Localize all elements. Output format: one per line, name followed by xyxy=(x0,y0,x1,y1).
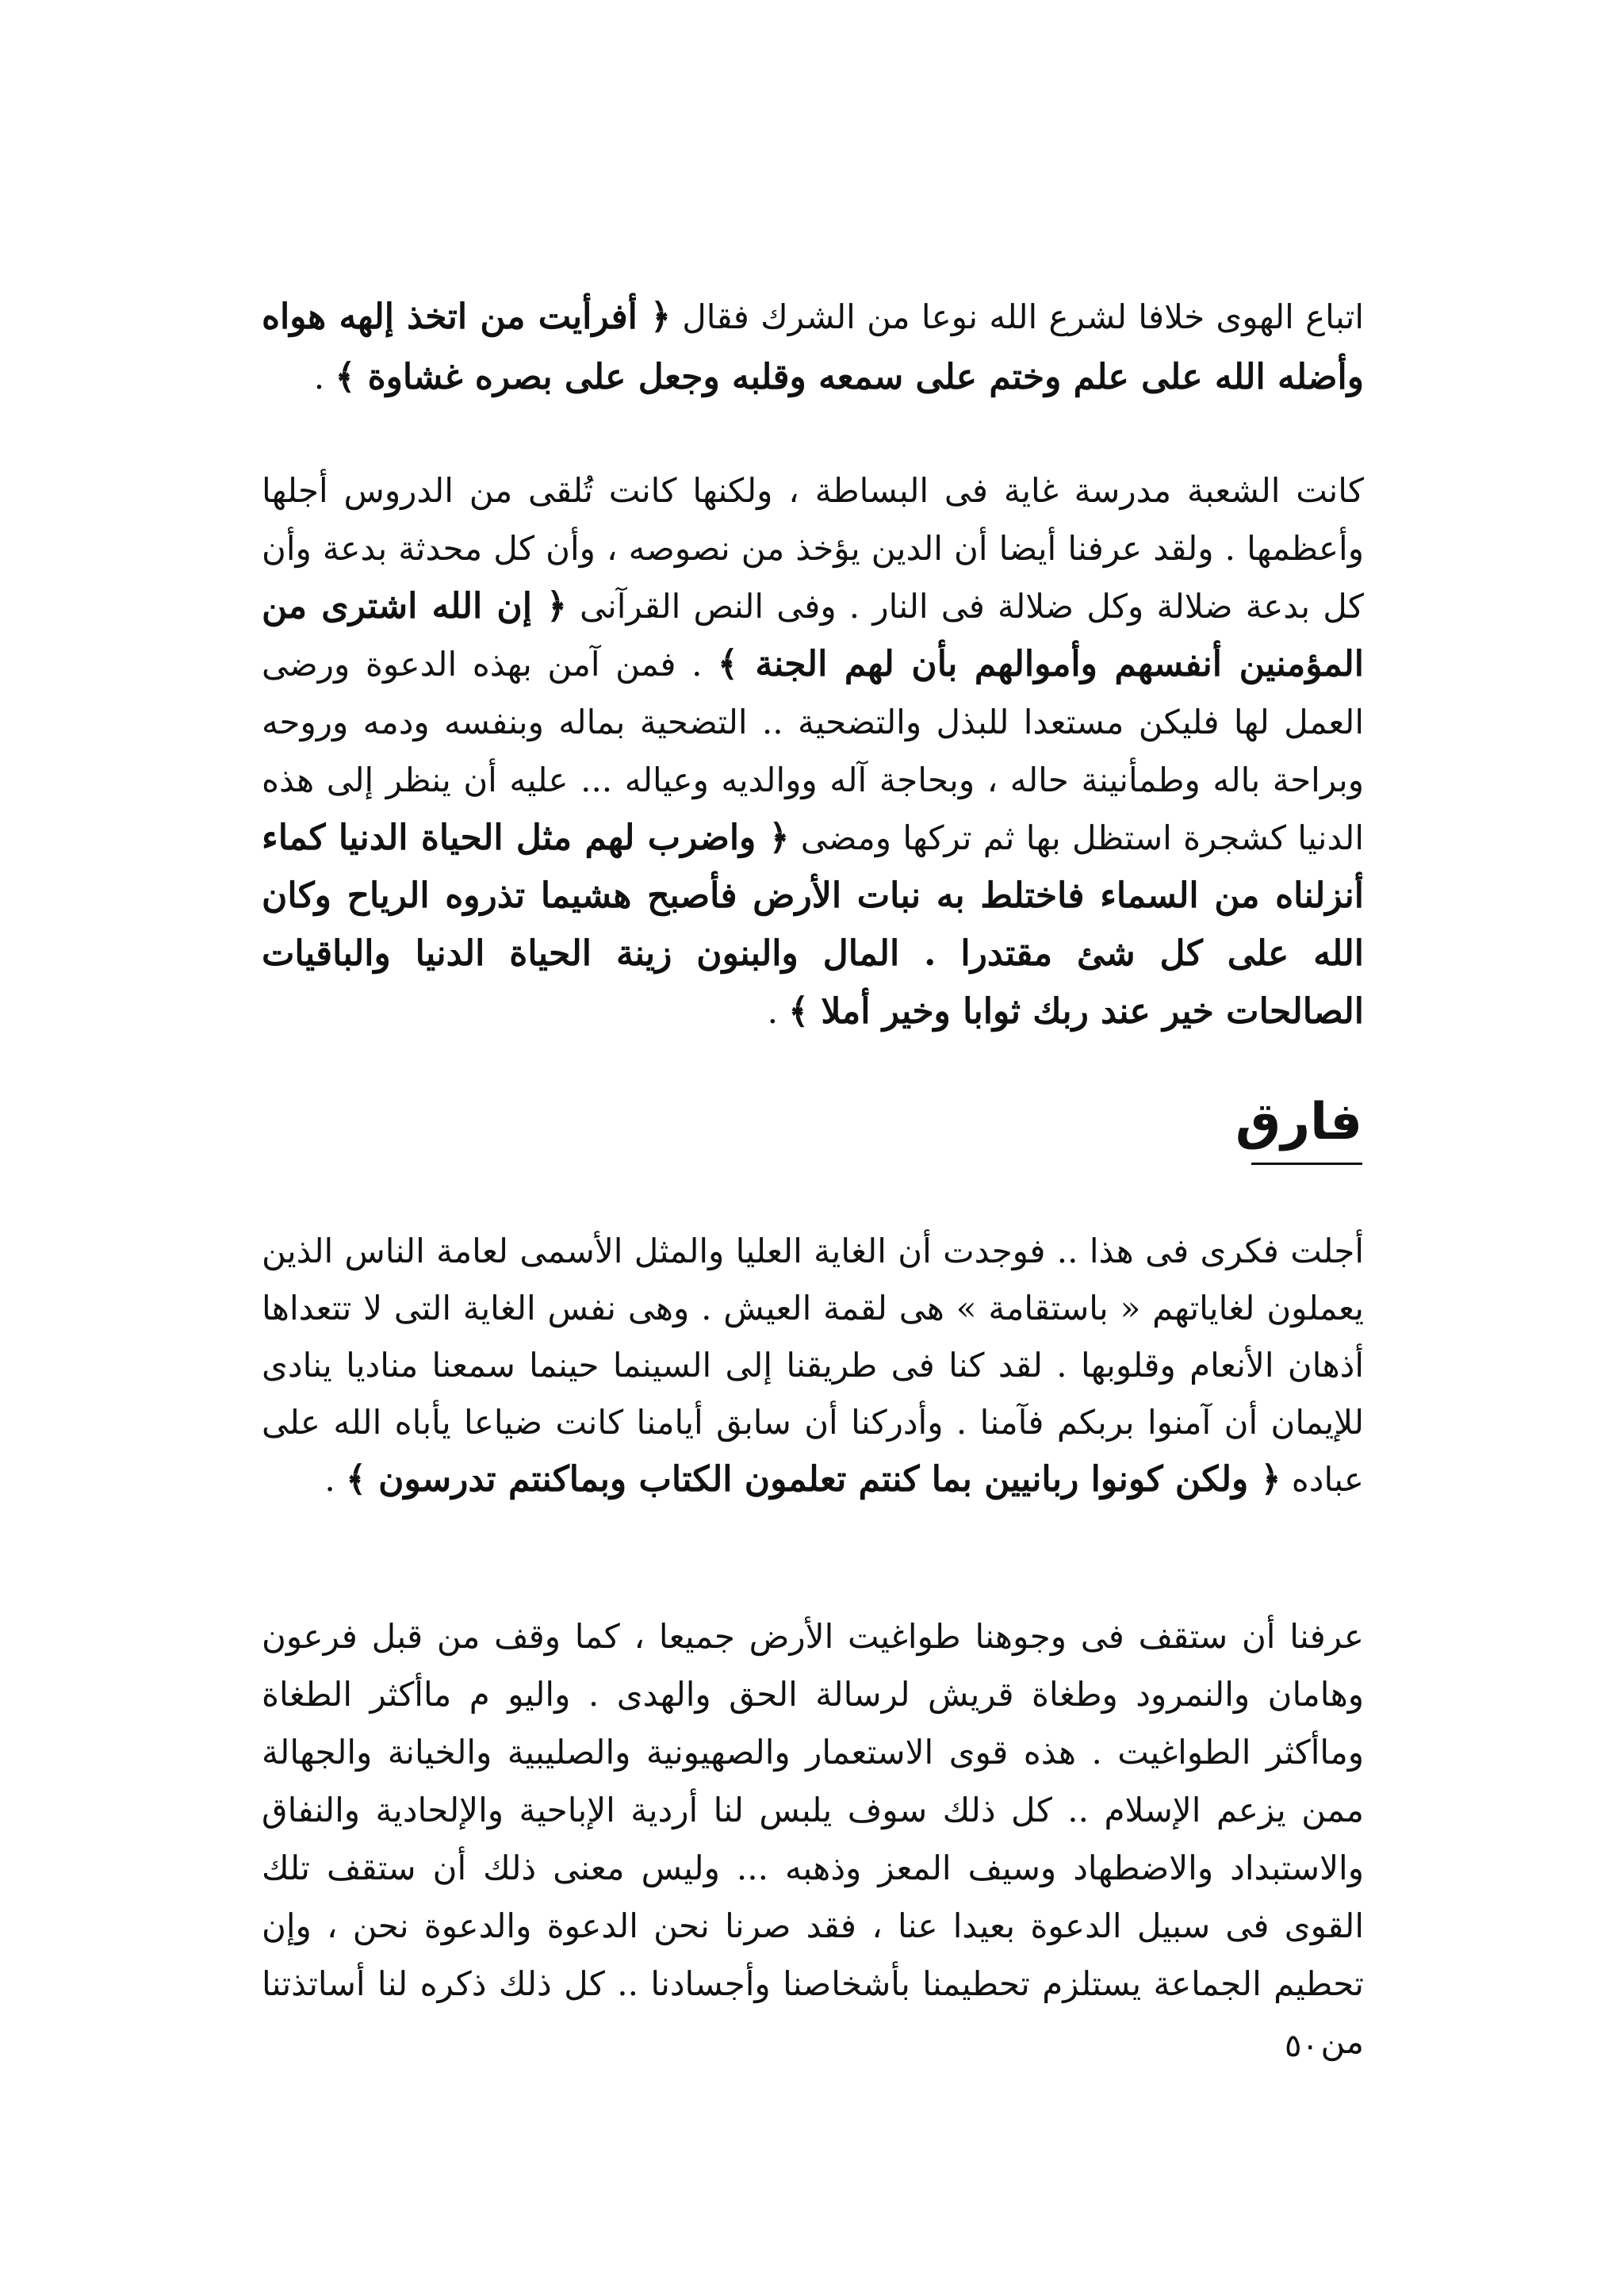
quran-verse: ﴿ واضرب لهم مثل الحياة الدنيا كماء أنزلناه من السماء فاختلط به نبات الأرض فأصبح هشيما تذروه الرياح وكان الله على كل شئ مقتدرا . المال والبنون زينة الحياة الدنيا والباقيات الصالحات خير عند ربك ثوابا وخير أملا ﴾ xyxy=(262,818,1364,1032)
paragraph-4-text: عرفنا أن ستقف فى وجوهنا طواغيت الأرض جميعا ، كما وقف من قبل فرعون وهامان والنمرود وطغاة قريش لرسالة الحق والهدى . واليو م ماأكثر الطغاة وماأكثر الطواغيت . هذه قوى الاستعمار والصهيونية والصليبية والخيانة والجهالة ممن يزعم الإسلام .. كل ذلك سوف يلبس لنا أردية الإباحية والإلحادية والنفاق والاستبداد والاضطهاد وسيف المعز وذهبه ... وليس معنى ذلك أن ستقف تلك القوى فى سبيل الدعوة بعيدا عنا ، فقد صرنا نحن الدعوة والدعوة نحن ، وإن تحطيم الجماعة يستلزم تحطيمنا بأشخاصنا وأجسادنا .. كل ذلك ذكره لنا أساتذتنا من xyxy=(262,1617,1364,2061)
paragraph-2-end: . xyxy=(767,992,778,1031)
paragraph-2-text-b: . فمن آمن بهذه الدعوة ورضى العمل لها فليكن مستعدا للبذل والتضحية .. التضحية بماله وبنفسه ودمه وروحه وبراحة باله وطمأنينة حاله ، وبحاجة آله ووالديه وعياله ... عليه أن ينظر إلى هذه الدنيا كشجرة استظل بها ثم تركها ومضى xyxy=(262,645,1364,857)
paragraph-3-text: أجلت فكرى فى هذا .. فوجدت أن الغاية العليا والمثل الأسمى لعامة الناس الذين يعملون لغاياتهم « باستقامة » هى لقمة العيش . وهى نفس الغاية التى لا تتعداها أذهان الأنعام وقلوبها . لقد كنا فى طريقنا إلى السينما حينما سمعنا مناديا ينادى للإيمان أن آمنوا بربكم فآمنا . وأدركنا أن سابق أيامنا كانت ضياعا يأباه الله على عباده xyxy=(262,1232,1364,1499)
paragraph-4 xyxy=(262,1607,1364,2071)
paragraph-3-end: . xyxy=(324,1460,335,1499)
section-heading: فارق xyxy=(1235,1093,1362,1151)
page-number: ٥٠ xyxy=(1285,2028,1319,2064)
paragraph-3 xyxy=(262,1223,1364,1508)
paragraph-1-text: اتباع الهوى خلافا لشرع الله نوعا من الشرك فقال xyxy=(670,297,1364,336)
paragraph-2 xyxy=(262,462,1364,1040)
quran-verse: ﴿ أفرأيت من اتخذ إلهه هواه وأضله الله على علم وختم على سمعه وقلبه وجعل على بصره غشاوة ﴾ xyxy=(262,297,1364,397)
quran-verse: ﴿ ولكن كونوا ربانيين بما كنتم تعلمون الكتاب وبماكنتم تدرسون ﴾ xyxy=(346,1459,1281,1500)
quran-verse: ﴿ إن الله اشترى من المؤمنين أنفسهم وأموالهم بأن لهم الجنة ﴾ xyxy=(262,586,1364,684)
paragraph-1 xyxy=(262,287,1364,408)
paragraph-2-text-a: كانت الشعبة مدرسة غاية فى البساطة ، ولكنها كانت تُلقى من الدروس أجلها وأعظمها . ولقد عرفنا أيضا أن الدين يؤخذ من نصوصه ، وأن كل محدثة بدعة وأن كل بدعة ضلالة وكل ضلالة فى النار . وفى النص القرآنى xyxy=(262,471,1365,626)
paragraph-1-end: . xyxy=(313,358,325,397)
heading-underline xyxy=(1251,1163,1362,1165)
